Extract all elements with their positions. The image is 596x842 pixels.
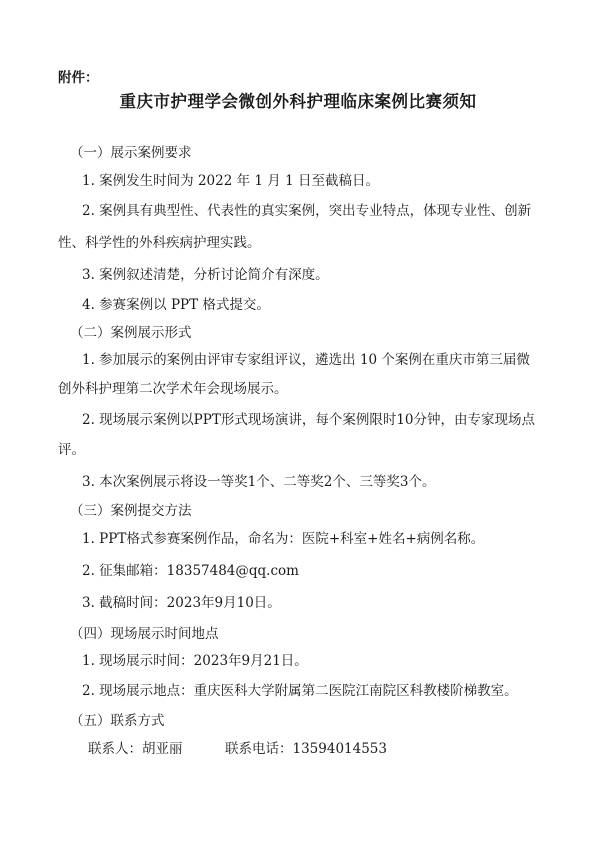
attachment-label: 附件： bbox=[58, 70, 99, 86]
section3-item-1: 1. PPT格式参赛案例作品，命名为：医院+科室+姓名+病例名称。 bbox=[82, 531, 485, 547]
section1-item-3: 3. 案例叙述清楚，分析讨论简介有深度。 bbox=[82, 267, 329, 283]
section1-item-1: 1. 案例发生时间为 2022 年 1 月 1 日至截稿日。 bbox=[82, 173, 379, 189]
section4-item-2: 2. 现场展示地点：重庆医科大学附属第二医院江南院区科教楼阶梯教室。 bbox=[82, 683, 518, 699]
section4-item-1: 1. 现场展示时间：2023年9月21日。 bbox=[82, 653, 308, 669]
section2-item-2-line-1: 2. 现场展示案例以PPT形式现场演讲，每个案例限时10分钟，由专家现场点 bbox=[82, 412, 536, 428]
section2-item-1-line-2: 创外科护理第二次学术年会现场展示。 bbox=[58, 381, 288, 397]
section-heading-4: （四）现场展示时间地点 bbox=[70, 626, 219, 642]
section3-item-2: 2. 征集邮箱：18357484@qq.com bbox=[82, 563, 299, 579]
section-heading-5: （五）联系方式 bbox=[70, 713, 165, 729]
section3-item-3: 3. 截稿时间：2023年9月10日。 bbox=[82, 595, 281, 611]
section1-item-4: 4. 参赛案例以 PPT 格式提交。 bbox=[82, 297, 270, 313]
section-heading-1: （一）展示案例要求 bbox=[70, 145, 192, 161]
section2-item-3: 3. 本次案例展示将设一等奖1个、二等奖2个、三等奖3个。 bbox=[82, 474, 436, 490]
document-title: 重庆市护理学会微创外科护理临床案例比赛须知 bbox=[119, 92, 477, 111]
section1-item-2-line-1: 2. 案例具有典型性、代表性的真实案例，突出专业特点，体现专业性、创新 bbox=[82, 203, 532, 219]
section1-item-2-line-2: 性、科学性的外科疾病护理实践。 bbox=[58, 235, 261, 251]
contact-person: 联系人：胡亚丽 bbox=[88, 741, 183, 757]
section2-item-1-line-1: 1. 参加展示的案例由评审专家组评议，遴选出 10 个案例在重庆市第三届微 bbox=[82, 352, 530, 368]
section-heading-2: （二）案例展示形式 bbox=[70, 325, 192, 341]
section-heading-3: （三）案例提交方法 bbox=[70, 503, 192, 519]
contact-phone: 联系电话：13594014553 bbox=[225, 741, 387, 757]
section2-item-2-line-2: 评。 bbox=[58, 442, 85, 458]
